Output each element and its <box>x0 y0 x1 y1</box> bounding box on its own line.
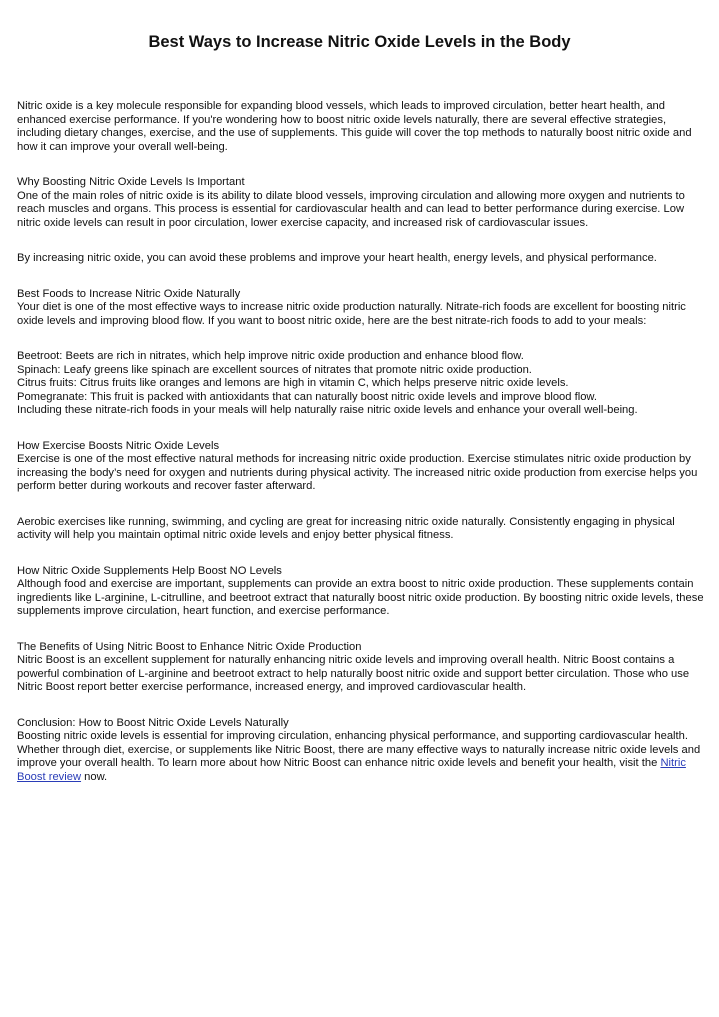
conclusion-heading: Conclusion: How to Boost Nitric Oxide Levels Naturally <box>17 716 289 729</box>
supplements-text: Although food and exercise are important, supplements can provide an extra boost to nitric oxide production. These supplements contain ingredients like L-arginine, L-citrulline, and beetroot extract that naturally boost nitric oxide production. By boosting nitric oxide levels, these supplements improve circulation, heart function, and exercise performance. <box>17 578 704 617</box>
benefits-section <box>17 641 707 695</box>
list-item: Citrus fruits: Citrus fruits like oranges and lemons are high in vitamin C, which helps preserve nitric oxide levels. <box>17 377 569 389</box>
page-title: Best Ways to Increase Nitric Oxide Levels in the Body <box>148 33 571 51</box>
nitric-boost-review-link[interactable]: Nitric Boost review <box>17 757 686 783</box>
list-item: Spinach: Leafy greens like spinach are excellent sources of nitrates that promote nitric oxide production. <box>17 363 532 376</box>
list-item: Pomegranate: This fruit is packed with antioxidants that can naturally boost nitric oxide levels and improve blood flow. <box>17 390 597 403</box>
conclusion-text: Boosting nitric oxide levels is essential for improving circulation, enhancing physical performance, and supporting cardiovascular health. Whether through diet, exercise, or supplements like Nitric Boost, there are many effective ways to naturally increase nitric oxide levels and improve your overall health. To learn more about how Nitric Boost can enhance nitric oxide levels and benefit your health, visit the <box>17 730 701 769</box>
exercise-text: Exercise is one of the most effective natural methods for increasing nitric oxide production. Exercise stimulates nitric oxide production by increasing the body’s need for oxygen and nutrients during physical activity. The increased nitric oxide production from exercise helps you perform better during workouts and recover faster afterward. <box>17 453 698 492</box>
why-text: One of the main roles of nitric oxide is its ability to dilate blood vessels, improving circulation and allowing more oxygen and nutrients to reach muscles and organs. This process is essential for cardiovascular health and can lead to better performance during exercise. Low nitric oxide levels can result in poor circulation, lower exercise capacity, and increased risk of cardiovascular issues. <box>17 189 685 229</box>
conclusion-section <box>17 717 707 785</box>
supplements-heading: How Nitric Oxide Supplements Help Boost NO Levels <box>17 564 282 577</box>
foods-heading: Best Foods to Increase Nitric Oxide Naturally <box>17 287 241 300</box>
exercise-heading: How Exercise Boosts Nitric Oxide Levels <box>17 439 220 452</box>
foods-section <box>17 288 707 329</box>
benefits-text: Nitric Boost is an excellent supplement for naturally enhancing nitric oxide levels and improving overall health. Nitric Boost contains a powerful combination of L-arginine and beetroot extract to help naturally boost nitric oxide and support better circulation. Those who use Nitric Boost report better exercise performance, increased energy, and improved cardiovascular health. <box>17 654 690 693</box>
benefits-heading: The Benefits of Using Nitric Boost to Enhance Nitric Oxide Production <box>17 640 362 653</box>
list-item: Beetroot: Beets are rich in nitrates, which help improve nitric oxide production and enhance blood flow. <box>17 350 524 362</box>
list-item: Including these nitrate-rich foods in your meals will help naturally raise nitric oxide levels and enhance your overall well-being. <box>17 404 638 416</box>
exercise-followup-paragraph: Aerobic exercises like running, swimming, and cycling are great for increasing nitric oxide naturally. Consistently engaging in physical activity will help you maintain optimal nitric oxide levels and enjoy better physical fitness. <box>17 515 675 541</box>
exercise-section <box>17 440 707 494</box>
why-heading: Why Boosting Nitric Oxide Levels Is Important <box>17 176 245 188</box>
foods-text: Your diet is one of the most effective ways to increase nitric oxide production naturally. Nitrate-rich foods are excellent for boosting nitric oxide levels and improving blood flow. If you want to boost nitric oxide, here are the best nitrate-rich foods to add to your meals: <box>17 301 686 327</box>
why-followup-paragraph: By increasing nitric oxide, you can avoid these problems and improve your heart health, energy levels, and physical performance. <box>17 252 657 264</box>
document-body <box>17 100 707 806</box>
conclusion-after-link: now. <box>81 770 108 783</box>
foods-list <box>17 350 707 418</box>
intro-paragraph: Nitric oxide is a key molecule responsible for expanding blood vessels, which leads to improved circulation, better heart health, and enhanced exercise performance. If you're wondering how to boost nitric oxide levels naturally, there are several effective strategies, including dietary changes, exercise, and the use of supplements. This guide will cover the top methods to naturally boost nitric oxide and how it can improve your overall well-being. <box>17 100 692 153</box>
why-section <box>17 176 707 230</box>
supplements-section <box>17 565 707 619</box>
